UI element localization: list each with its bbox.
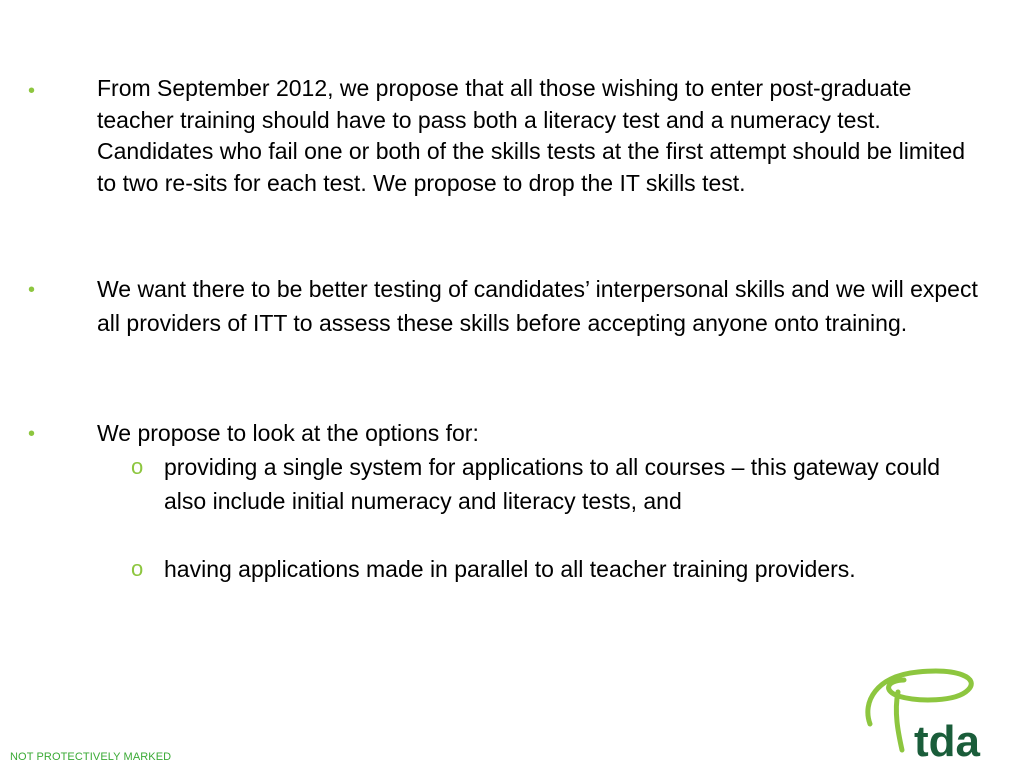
logo-swoosh-tail xyxy=(896,692,902,750)
tda-logo xyxy=(858,662,1008,762)
bullet-text: We propose to look at the options for: xyxy=(97,420,479,446)
sub-bullet-marker: o xyxy=(131,454,144,479)
sub-bullet-text: providing a single system for applications to all courses – this gateway could also include initial numeracy and literacy tests, and xyxy=(164,454,941,514)
bullet-marker: • xyxy=(28,423,36,445)
bullet-marker: • xyxy=(28,80,36,102)
bullet-text: From September 2012, we propose that all those wishing to enter post-graduate teacher training should have to pass both a literacy test and a numeracy test. Candidates who fail one or both of the skills tests at the first attempt should be limited to two re-sits for each test. We propose to drop the IT skills test. xyxy=(97,75,966,196)
bullet-text: We want there to be better testing of candidates’ interpersonal skills and we will expect all providers of ITT to assess these skills before accepting anyone onto training. xyxy=(97,276,978,336)
sub-bullet-text: having applications made in parallel to all teacher training providers. xyxy=(164,556,856,582)
classification-label: NOT PROTECTIVELY MARKED xyxy=(10,751,172,763)
logo-text: tda xyxy=(914,717,980,762)
sub-bullet-marker: o xyxy=(131,556,144,581)
bullet-marker: • xyxy=(28,279,36,301)
